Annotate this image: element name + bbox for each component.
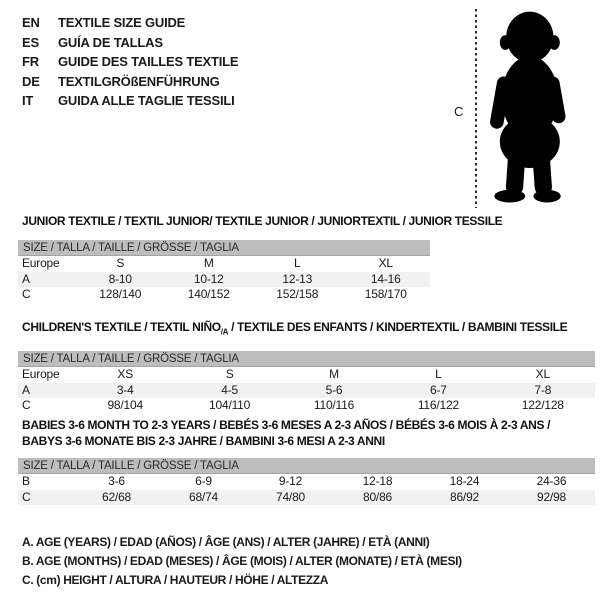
row-label: C: [22, 489, 31, 504]
age-cell: 12-13: [282, 271, 313, 286]
footnote-a: A. AGE (YEARS) / EDAD (AÑOS) / ÂGE (ANS) / ALTER (JAHRE) / ETÀ (ANNI): [22, 535, 430, 549]
age-cell: 9-12: [278, 474, 303, 488]
title-line: BABIES 3-6 MONTH TO 2-3 YEARS / BEBÉS 3-6 MESES A 2-3 AÑOS / BÉBÉS 3-6 MOIS À 2-3 ANS /: [22, 418, 551, 432]
junior-table-section: [18, 214, 503, 303]
size-cell: M: [329, 367, 339, 382]
language-row: [22, 52, 238, 72]
size-cell: S: [116, 256, 125, 270]
table-row-height: [18, 398, 595, 414]
age-cell: 3-6: [108, 474, 125, 488]
footnote-legend: [22, 533, 462, 590]
size-cell: XL: [378, 256, 393, 270]
height-cell: 98/104: [107, 398, 143, 413]
table-row-age-months: [18, 474, 595, 490]
language-title: GUIDE DES TAILLES TEXTILE: [58, 54, 239, 69]
age-cell: 18-24: [449, 474, 480, 488]
size-header-bar: SIZE / TALLA / TAILLE / GRÖSSE / TAGLIA: [18, 351, 595, 367]
height-cell: 104/110: [209, 398, 251, 413]
row-label: A: [22, 271, 30, 286]
row-label: Europe: [22, 256, 60, 270]
size-cell: S: [225, 367, 234, 382]
size-cell: L: [294, 256, 301, 270]
footnote-c: C. (cm) HEIGHT / ALTURA / HAUTEUR / HÖHE / ALTEZZA: [22, 573, 329, 587]
height-cell: 110/116: [313, 398, 355, 413]
height-cell: 128/140: [99, 287, 142, 301]
row-label: C: [22, 287, 31, 301]
height-figure: [452, 6, 592, 212]
age-cell: 4-5: [221, 382, 238, 397]
language-row: [22, 33, 238, 53]
height-cell: 86/92: [449, 489, 480, 504]
height-cell: 122/128: [521, 398, 564, 413]
language-title: TEXTILE SIZE GUIDE: [58, 15, 186, 30]
table-row-height: [18, 287, 430, 303]
language-code: ES: [22, 34, 39, 50]
height-cell: 68/74: [188, 489, 219, 504]
height-cell: 92/98: [536, 489, 567, 504]
age-cell: 6-7: [430, 382, 447, 397]
language-title-list: [22, 13, 238, 111]
table-row-age: [18, 272, 430, 288]
language-code: EN: [22, 15, 40, 30]
language-title: TEXTILGRÖßENFÜHRUNG: [58, 73, 220, 89]
size-header-bar: SIZE / TALLA / TAILLE / GRÖSSE / TAGLIA: [18, 240, 430, 256]
height-cell: 140/152: [187, 287, 230, 301]
height-measure-label: C: [454, 104, 464, 119]
junior-table-title: JUNIOR TEXTILE / TEXTIL JUNIOR/ TEXTILE JUNIOR / JUNIORTEXTIL / JUNIOR TESSILE: [22, 214, 503, 228]
row-label: A: [22, 382, 30, 397]
size-header-bar: SIZE / TALLA / TAILLE / GRÖSSE / TAGLIA: [18, 458, 595, 474]
footnote-b: B. AGE (MONTHS) / EDAD (MESES) / ÂGE (MOIS) / ALTER (MONATE) / ETÀ (MESI): [22, 554, 462, 568]
title-part: CHILDREN'S TEXTILE / TEXTIL NIÑO: [22, 320, 221, 334]
size-cell: XS: [117, 367, 133, 382]
language-code: DE: [22, 73, 40, 89]
height-cell: 74/80: [275, 489, 306, 504]
language-code: FR: [22, 54, 39, 69]
age-cell: 7-8: [534, 382, 552, 397]
language-title: GUIDA ALLE TAGLIE TESSILI: [58, 93, 235, 108]
age-cell: 3-4: [116, 382, 134, 397]
toddler-silhouette-icon: [482, 8, 574, 208]
height-cell: 158/170: [364, 287, 407, 301]
height-cell: 62/68: [101, 489, 132, 504]
table-row-europe: [18, 256, 430, 272]
height-dashed-line: [475, 9, 477, 208]
row-label: C: [22, 398, 31, 413]
children-table-section: [18, 320, 595, 414]
language-row: [22, 91, 238, 111]
row-label: Europe: [22, 367, 60, 382]
babies-table-title: [22, 417, 595, 449]
language-row: [22, 72, 238, 92]
age-cell: 12-18: [362, 474, 393, 488]
language-code: IT: [22, 93, 34, 108]
children-table-title: [22, 320, 595, 339]
table-row-europe: [18, 367, 595, 383]
age-cell: 8-10: [108, 271, 132, 286]
age-cell: 24-36: [536, 474, 567, 488]
size-cell: M: [203, 256, 214, 270]
table-row-age: [18, 383, 595, 399]
age-cell: 6-9: [195, 474, 212, 488]
age-cell: 5-6: [325, 382, 343, 397]
table-row-height: [18, 490, 595, 506]
size-cell: XL: [535, 367, 550, 382]
height-cell: 80/86: [362, 489, 393, 504]
height-cell: 152/158: [276, 287, 319, 301]
title-part: / TEXTILE DES ENFANTS / KINDERTEXTIL / BAMBINI TESSILE: [228, 320, 568, 334]
size-cell: L: [435, 367, 442, 382]
language-row: [22, 13, 238, 33]
language-title: GUÍA DE TALLAS: [58, 34, 163, 50]
babies-table-section: [18, 417, 595, 505]
age-cell: 14-16: [370, 271, 401, 286]
title-subscript: /A: [220, 327, 229, 337]
age-cell: 10-12: [193, 271, 224, 286]
height-cell: 116/122: [417, 398, 459, 413]
title-line: BABYS 3-6 MONATE BIS 2-3 JAHRE / BAMBINI 3-6 MESI A 2-3 ANNI: [22, 434, 385, 448]
row-label: B: [22, 474, 30, 488]
